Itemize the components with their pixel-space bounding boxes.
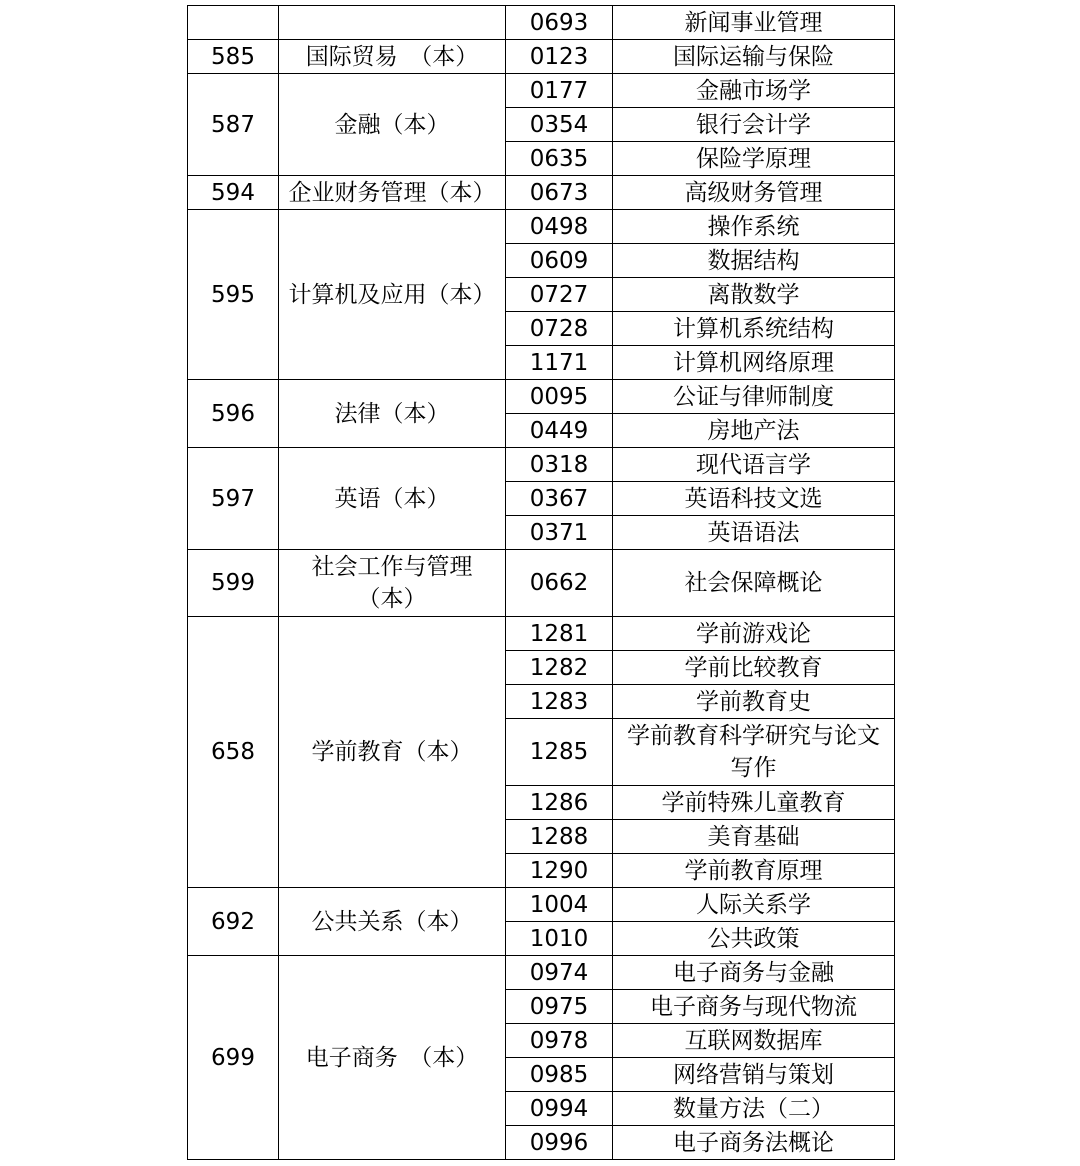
table-row xyxy=(188,74,895,108)
course-name-cell: 学前教育史 xyxy=(613,685,895,719)
course-name-cell: 电子商务与金融 xyxy=(613,956,895,990)
course-name-cell: 计算机系统结构 xyxy=(613,312,895,346)
course-name-cell: 美育基础 xyxy=(613,820,895,854)
major-code-cell: 599 xyxy=(188,550,279,617)
course-name-cell: 英语科技文选 xyxy=(613,482,895,516)
course-name-cell: 现代语言学 xyxy=(613,448,895,482)
course-code-cell: 0662 xyxy=(506,550,613,617)
course-code-cell: 0177 xyxy=(506,74,613,108)
table-row xyxy=(188,448,895,482)
major-name-cell: 学前教育（本） xyxy=(279,617,506,888)
course-table-body xyxy=(188,6,895,1160)
major-name-cell: 国际贸易 （本） xyxy=(279,40,506,74)
table-row xyxy=(188,550,895,617)
major-code-cell: 699 xyxy=(188,956,279,1160)
course-code-cell: 0974 xyxy=(506,956,613,990)
course-code-cell: 0996 xyxy=(506,1126,613,1160)
course-code-cell: 1286 xyxy=(506,786,613,820)
course-name-cell: 银行会计学 xyxy=(613,108,895,142)
course-code-cell: 0727 xyxy=(506,278,613,312)
major-name-cell: 英语（本） xyxy=(279,448,506,550)
course-name-cell: 高级财务管理 xyxy=(613,176,895,210)
major-name-cell: 计算机及应用（本） xyxy=(279,210,506,380)
course-code-cell: 0367 xyxy=(506,482,613,516)
course-name-cell: 学前教育原理 xyxy=(613,854,895,888)
major-name-cell: 公共关系（本） xyxy=(279,888,506,956)
course-name-cell: 社会保障概论 xyxy=(613,550,895,617)
major-code-cell: 692 xyxy=(188,888,279,956)
course-name-cell: 学前教育科学研究与论文写作 xyxy=(613,719,895,786)
course-name-cell: 学前特殊儿童教育 xyxy=(613,786,895,820)
major-code-cell: 587 xyxy=(188,74,279,176)
course-name-cell: 学前游戏论 xyxy=(613,617,895,651)
course-code-cell: 1282 xyxy=(506,651,613,685)
course-code-cell: 0123 xyxy=(506,40,613,74)
course-name-cell: 人际关系学 xyxy=(613,888,895,922)
table-row xyxy=(188,380,895,414)
course-code-cell: 0354 xyxy=(506,108,613,142)
table-row xyxy=(188,176,895,210)
course-code-cell: 1283 xyxy=(506,685,613,719)
course-code-cell: 0994 xyxy=(506,1092,613,1126)
course-code-cell: 0728 xyxy=(506,312,613,346)
table-row xyxy=(188,40,895,74)
major-code-cell: 585 xyxy=(188,40,279,74)
table-row xyxy=(188,888,895,922)
course-name-cell: 数据结构 xyxy=(613,244,895,278)
table-row xyxy=(188,956,895,990)
major-name-cell: 法律（本） xyxy=(279,380,506,448)
course-name-cell: 国际运输与保险 xyxy=(613,40,895,74)
course-code-cell: 1004 xyxy=(506,888,613,922)
course-code-cell: 0985 xyxy=(506,1058,613,1092)
course-name-cell: 英语语法 xyxy=(613,516,895,550)
course-name-cell: 金融市场学 xyxy=(613,74,895,108)
major-code-cell: 658 xyxy=(188,617,279,888)
course-name-cell: 公证与律师制度 xyxy=(613,380,895,414)
table-row xyxy=(188,617,895,651)
course-name-cell: 学前比较教育 xyxy=(613,651,895,685)
course-code-cell: 0975 xyxy=(506,990,613,1024)
course-code-cell: 1285 xyxy=(506,719,613,786)
major-name-cell: 企业财务管理（本） xyxy=(279,176,506,210)
course-name-cell: 离散数学 xyxy=(613,278,895,312)
course-name-cell: 计算机网络原理 xyxy=(613,346,895,380)
major-name-cell: 电子商务 （本） xyxy=(279,956,506,1160)
course-name-cell: 新闻事业管理 xyxy=(613,6,895,40)
course-name-cell: 电子商务与现代物流 xyxy=(613,990,895,1024)
course-code-cell: 0498 xyxy=(506,210,613,244)
course-code-cell: 0609 xyxy=(506,244,613,278)
course-code-cell: 1281 xyxy=(506,617,613,651)
table-row xyxy=(188,210,895,244)
course-code-cell: 1010 xyxy=(506,922,613,956)
major-code-cell xyxy=(188,6,279,40)
course-code-cell: 0318 xyxy=(506,448,613,482)
table-row xyxy=(188,6,895,40)
course-name-cell: 数量方法（二） xyxy=(613,1092,895,1126)
course-code-cell: 1171 xyxy=(506,346,613,380)
major-code-cell: 594 xyxy=(188,176,279,210)
course-code-cell: 0635 xyxy=(506,142,613,176)
major-name-cell: 金融（本） xyxy=(279,74,506,176)
course-code-cell: 0371 xyxy=(506,516,613,550)
course-code-cell: 0978 xyxy=(506,1024,613,1058)
major-code-cell: 597 xyxy=(188,448,279,550)
course-code-cell: 0095 xyxy=(506,380,613,414)
course-code-cell: 0673 xyxy=(506,176,613,210)
major-name-cell xyxy=(279,6,506,40)
course-name-cell: 操作系统 xyxy=(613,210,895,244)
course-name-cell: 保险学原理 xyxy=(613,142,895,176)
major-code-cell: 595 xyxy=(188,210,279,380)
course-code-cell: 1288 xyxy=(506,820,613,854)
course-code-cell: 0693 xyxy=(506,6,613,40)
course-table xyxy=(187,5,895,1160)
course-name-cell: 网络营销与策划 xyxy=(613,1058,895,1092)
major-name-cell: 社会工作与管理（本） xyxy=(279,550,506,617)
course-name-cell: 电子商务法概论 xyxy=(613,1126,895,1160)
course-code-cell: 1290 xyxy=(506,854,613,888)
major-code-cell: 596 xyxy=(188,380,279,448)
course-name-cell: 互联网数据库 xyxy=(613,1024,895,1058)
course-code-cell: 0449 xyxy=(506,414,613,448)
course-name-cell: 房地产法 xyxy=(613,414,895,448)
course-name-cell: 公共政策 xyxy=(613,922,895,956)
